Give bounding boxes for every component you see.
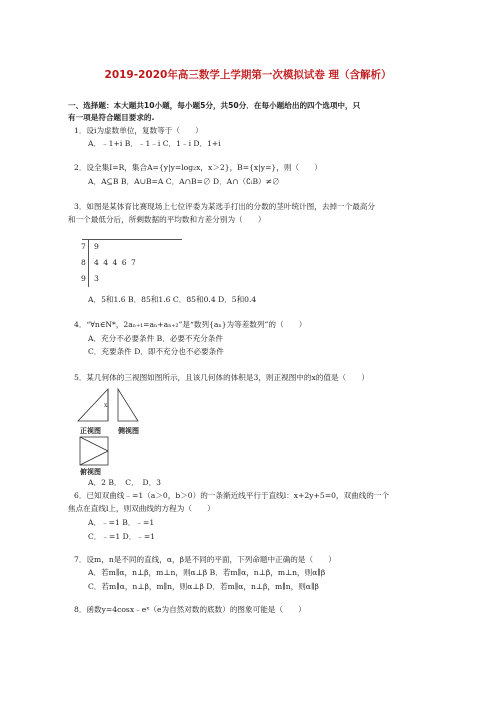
plot-top-rule bbox=[82, 239, 182, 240]
q4-options-cd: C．充要条件 D．即不充分也不必要条件 bbox=[88, 347, 224, 356]
stem-1: 7 bbox=[81, 242, 86, 251]
q7-stem: 7．设m，n是不同的直线，α，β是不同的平面，下列命题中正确的是（ ） bbox=[74, 555, 336, 564]
q3-stem-line2: 和一个最低分后，所剩数据的平均数和方差分别为（ ） bbox=[68, 215, 266, 224]
q2-stem: 2．设全集I=R，集合A={y|y=log₂x，x＞2}，B={x|y=}，则（ ） bbox=[74, 163, 322, 172]
leaves-3: 3 bbox=[94, 274, 99, 283]
plot-divider bbox=[88, 239, 89, 287]
q6-stem-line1: 6．已知双曲线﹣=1（a＞0，b＞0）的一条渐近线平行于直线l：x+2y+5=0，双曲线的一个 bbox=[74, 491, 390, 500]
q6-stem-line2: 焦点在直线l上，则双曲线的方程为（ ） bbox=[68, 504, 215, 513]
side-view bbox=[118, 389, 138, 421]
q4-options-ab: A．充分不必要条件 B．必要不充分条件 bbox=[88, 334, 223, 343]
front-view-label: 正视图 bbox=[80, 427, 101, 435]
q4-stem: 4．“∀n∈N*，2aₙ₊₁=aₙ+aₙ₊₂”是“数列{aₙ}为等差数列”的（ ） bbox=[74, 320, 307, 329]
leaves-2: 4 4 4 6 7 bbox=[94, 258, 136, 267]
q5-stem: 5．某几何体的三视图如图所示，且该几何体的体积是3，则正视图中的x的值是（ ） bbox=[74, 373, 369, 382]
side-view-label: 侧视图 bbox=[118, 427, 139, 435]
stem-leaf-plot bbox=[78, 236, 188, 288]
front-view bbox=[78, 389, 108, 421]
stem-2: 8 bbox=[81, 258, 86, 267]
q5-options: A．2 B． C． D．3 bbox=[88, 478, 162, 487]
q7-options-ab: A．若m∥α，n⊥β，m⊥n，则α⊥β B．若m∥α，n⊥β，m⊥n，则α∥β bbox=[88, 568, 326, 577]
q7-options-cd: C．若m∥α，n⊥β，m∥n，则α⊥β D．若m∥α，n⊥β，m∥n，则α∥β bbox=[88, 582, 319, 591]
q2-options: A．A⊆B B．A∪B=A C．A∩B=∅ D．A∩（∁ᵢB）≠∅ bbox=[88, 177, 280, 186]
q1-stem: 1．设i为虚数单位，复数等于（ ） bbox=[74, 126, 203, 135]
q6-options-ab: A．﹣=1 B．﹣=1 bbox=[88, 518, 155, 527]
document-title: 2019-2020年高三数学上学期第一次模拟试卷 理（含解析） bbox=[104, 69, 392, 81]
section-heading-line1: 一、选择题：本大题共10小题，每小题5分，共50分．在每小题给出的四个选项中，只 bbox=[68, 101, 361, 110]
q3-stem-line1: 3．如图是某体育比赛现场上七位评委为某选手打出的分数的茎叶统计图，去掉一个最高分 bbox=[74, 202, 375, 211]
top-view-label: 俯视图 bbox=[80, 468, 101, 476]
front-view-x-label: x bbox=[104, 402, 108, 409]
top-view bbox=[80, 437, 108, 465]
q3-options: A．5和1.6 B．85和1.6 C．85和0.4 D．5和0.4 bbox=[88, 295, 257, 304]
q8-stem: 8．函数y=4cosx﹣eˣ（e为自然对数的底数）的图象可能是（ ） bbox=[74, 605, 306, 614]
q1-options: A．﹣1+i B．﹣1﹣i C．1﹣i D．1+i bbox=[88, 139, 221, 148]
section-heading-line2: 有一项是符合题目要求的. bbox=[68, 113, 155, 122]
q6-options-cd: C．﹣=1 D．﹣=1 bbox=[88, 532, 156, 541]
leaves-1: 9 bbox=[94, 242, 99, 251]
stem-3: 9 bbox=[81, 274, 86, 283]
